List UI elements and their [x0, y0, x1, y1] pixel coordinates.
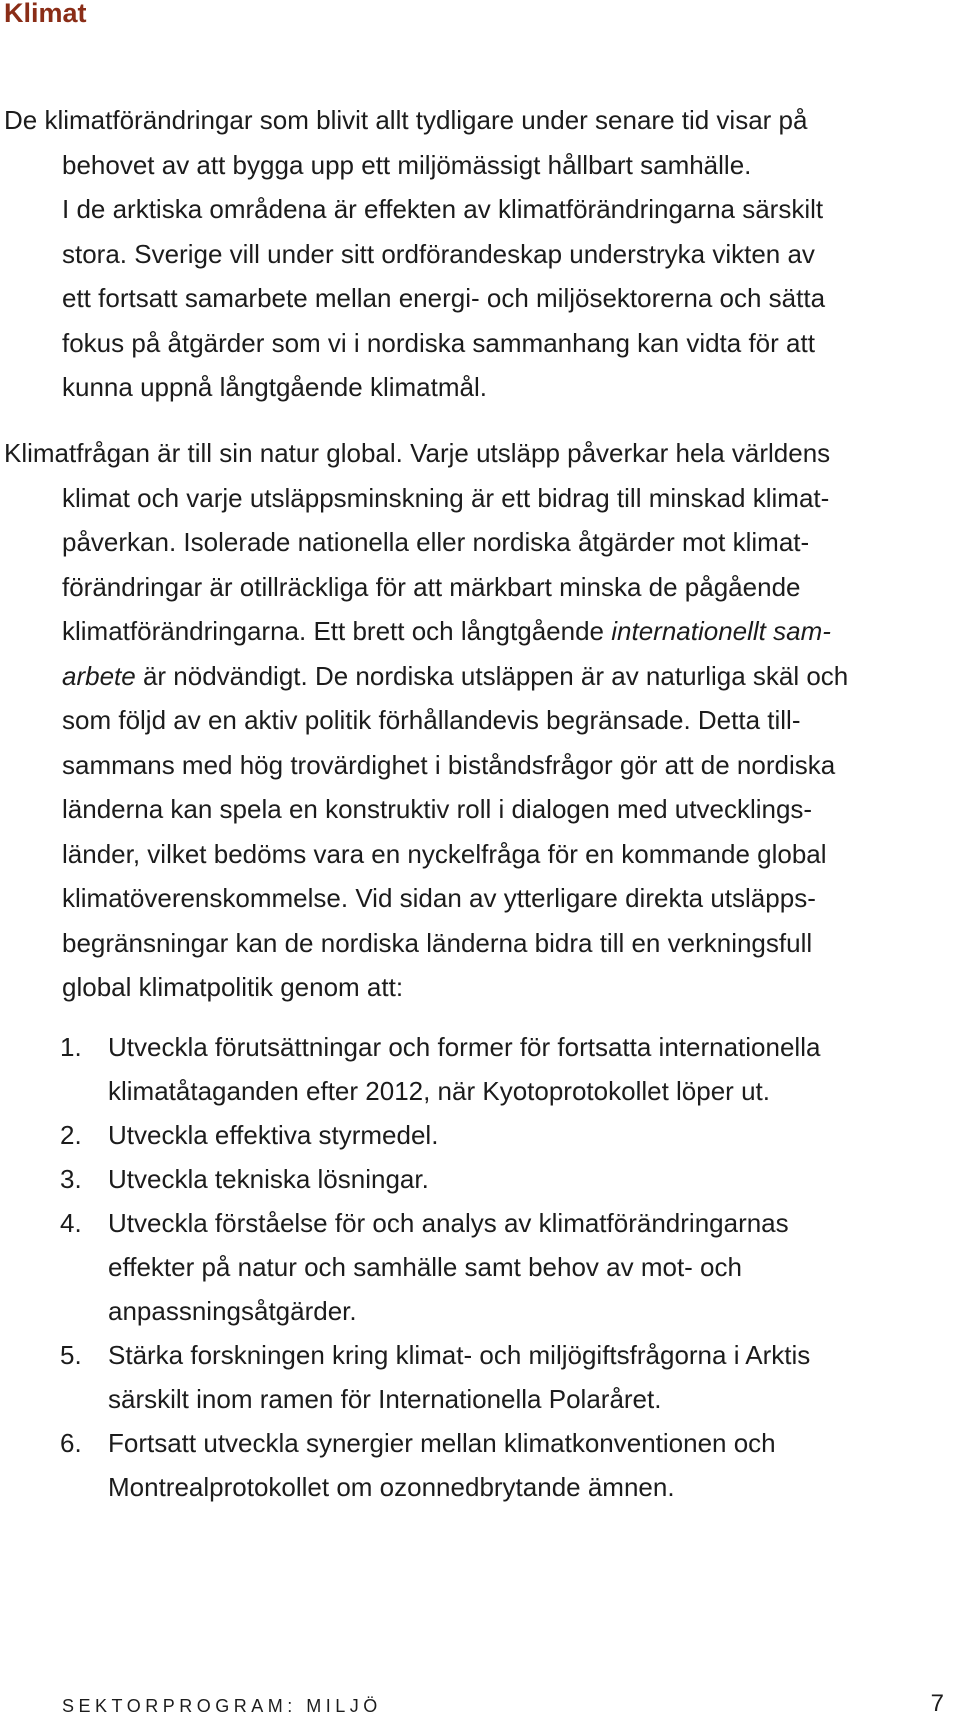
body-line: begränsningar kan de nordiska länderna bidra till en verkningsfull: [62, 927, 813, 958]
body-line: förändringar är otillräckliga för att märkbart minska de pågående: [62, 571, 801, 602]
body-line: länderna kan spela en konstruktiv roll i dialogen med utvecklings-: [62, 794, 813, 824]
list-number: 3.: [60, 1164, 82, 1194]
body-line: klimat och varje utsläppsminskning är ett bidrag till minskad klimat-: [62, 482, 830, 513]
list-line: anpassningsåtgärder.: [108, 1296, 357, 1326]
body-line: klimatöverenskommelse. Vid sidan av ytterligare direkta utsläpps-: [62, 883, 816, 913]
list-number: 2.: [60, 1120, 82, 1150]
italic-emphasis: internationellt sam-: [611, 616, 831, 646]
body-paragraph: [4, 431, 954, 1010]
list-number: 1.: [60, 1032, 82, 1062]
intro-line: De klimatförändringar som blivit allt tydligare under senare tid visar på: [4, 105, 808, 135]
list-item: [60, 1333, 940, 1421]
list-text: [108, 1333, 940, 1421]
body-line: global klimatpolitik genom att:: [62, 972, 404, 1002]
list-text: [108, 1025, 940, 1113]
list-number: 6.: [60, 1428, 82, 1458]
running-footer: SEKTORPROGRAM: MILJÖ: [62, 1696, 382, 1716]
intro-line: stora. Sverige vill under sitt ordförandeskap understryka vikten av: [62, 238, 815, 269]
measures-list: [60, 1025, 940, 1509]
list-text: [108, 1113, 940, 1157]
list-text: [108, 1421, 940, 1509]
page-number: 7: [930, 1690, 944, 1717]
list-line: Utveckla tekniska lösningar.: [108, 1164, 429, 1194]
list-item: [60, 1201, 940, 1333]
italic-emphasis: arbete: [62, 660, 136, 691]
list-text: [108, 1157, 940, 1201]
list-line: Utveckla effektiva styrmedel.: [108, 1120, 439, 1150]
body-line: [4, 609, 954, 654]
intro-line: behovet av att bygga upp ett miljömässigt hållbart samhälle.: [62, 149, 752, 180]
intro-paragraph: [4, 98, 944, 410]
list-item: [60, 1421, 940, 1509]
list-line: Utveckla förutsättningar och former för fortsatta internationella: [108, 1032, 821, 1062]
body-line: sammans med hög trovärdighet i biståndsfrågor gör att de nordiska: [62, 749, 836, 780]
list-number: 4.: [60, 1208, 82, 1238]
body-line: som följd av en aktiv politik förhållandevis begränsade. Detta till-: [62, 705, 801, 735]
list-line: särskilt inom ramen för Internationella Polaråret.: [108, 1384, 662, 1414]
intro-line: ett fortsatt samarbete mellan energi- och miljösektorerna och sätta: [62, 283, 826, 313]
list-line: Utveckla förståelse för och analys av klimatförändringarnas: [108, 1208, 789, 1238]
section-heading: Klimat: [4, 0, 87, 28]
list-text: [108, 1201, 940, 1333]
list-line: Montrealprotokollet om ozonnedbrytande ämnen.: [108, 1472, 675, 1502]
body-text: är nödvändigt. De nordiska utsläppen är av naturliga skäl och: [135, 660, 849, 691]
body-line: [4, 654, 954, 699]
body-line: länder, vilket bedöms vara en nyckelfråga för en kommande global: [62, 838, 827, 869]
body-line: påverkan. Isolerade nationella eller nordiska åtgärder mot klimat-: [62, 527, 810, 557]
list-line: Fortsatt utveckla synergier mellan klimatkonventionen och: [108, 1428, 776, 1458]
body-text: klimatförändringarna. Ett brett och långtgående: [62, 616, 612, 646]
intro-line: fokus på åtgärder som vi i nordiska sammanhang kan vidta för att: [62, 327, 815, 358]
list-line: Stärka forskningen kring klimat- och miljögiftsfrågorna i Arktis: [108, 1340, 811, 1370]
intro-line: I de arktiska områdena är effekten av klimatförändringarna särskilt: [62, 194, 824, 224]
list-item: [60, 1157, 940, 1201]
body-line: Klimatfrågan är till sin natur global. Varje utsläpp påverkar hela världens: [4, 438, 831, 468]
list-number: 5.: [60, 1340, 82, 1370]
list-item: [60, 1113, 940, 1157]
list-line: effekter på natur och samhälle samt behov av mot- och: [108, 1252, 742, 1282]
list-item: [60, 1025, 940, 1113]
intro-line: kunna uppnå långtgående klimatmål.: [62, 372, 487, 402]
list-line: klimatåtaganden efter 2012, när Kyotoprotokollet löper ut.: [108, 1076, 770, 1106]
